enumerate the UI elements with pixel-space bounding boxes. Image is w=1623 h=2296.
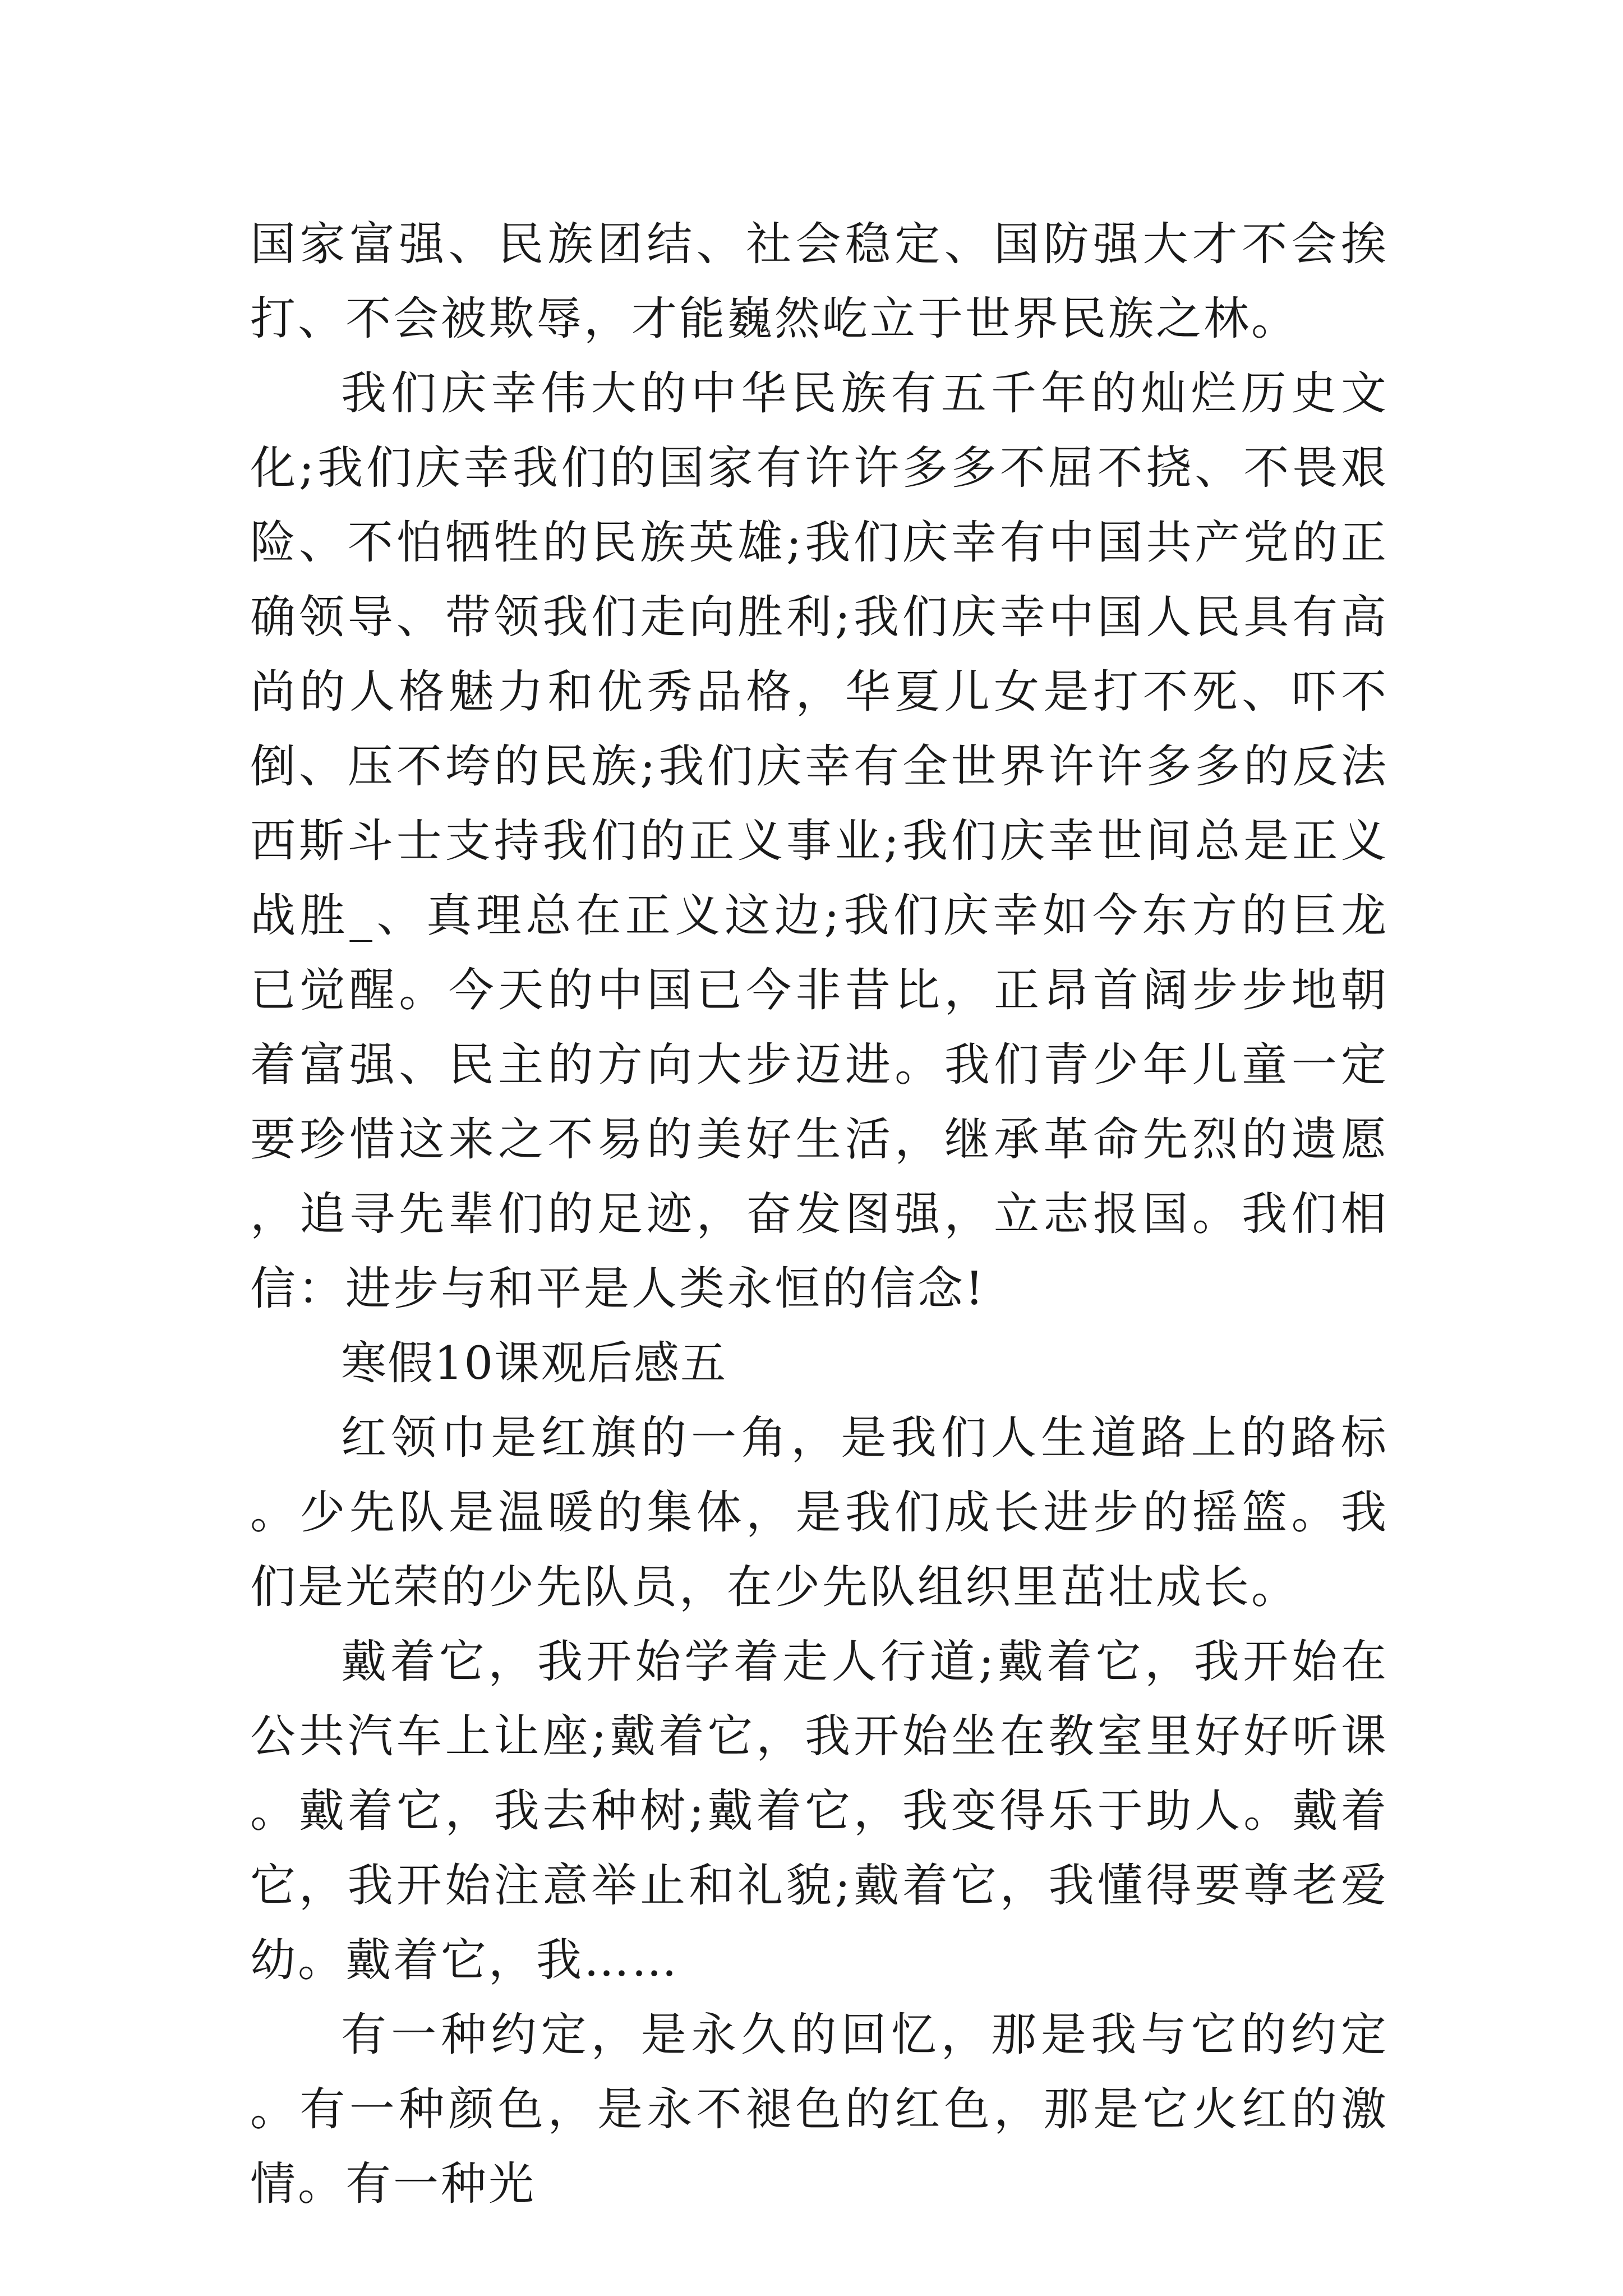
section-heading: 寒假10课观后感五: [341, 1337, 727, 1390]
paragraph: 有一种约定，是永久的回忆，那是我与它的约定。有一种颜色，是永不褪色的红色，那是它火红的激情。有一种光: [250, 2009, 1389, 2211]
paragraph: 国家富强、民族团结、社会稳定、国防强大才不会挨打、不会被欺辱，才能巍然屹立于世界民族之林。: [250, 218, 1389, 346]
document-body: [250, 208, 1389, 2222]
paragraph: 红领巾是红旗的一角，是我们人生道路上的路标。少先队是温暖的集体，是我们成长进步的摇篮。我们是光荣的少先队员，在少先队组织里茁壮成长。: [250, 1412, 1389, 1614]
paragraph: 戴着它，我开始学着走人行道;戴着它，我开始在公共汽车上让座;戴着它，我开始坐在教室里好好听课。戴着它，我去种树;戴着它，我变得乐于助人。戴着它，我开始注意举止和礼貌;戴着它，我懂得要尊老爱幼。戴着它，我……: [250, 1636, 1389, 1987]
paragraph: 我们庆幸伟大的中华民族有五千年的灿烂历史文化;我们庆幸我们的国家有许许多多不屈不挠、不畏艰险、不怕牺牲的民族英雄;我们庆幸有中国共产党的正确领导、带领我们走向胜利;我们庆幸中国人民具有高尚的人格魅力和优秀品格，华夏儿女是打不死、吓不倒、压不垮的民族;我们庆幸有全世界许许多多的反法西斯斗士支持我们的正义事业;我们庆幸世间总是正义战胜_、真理总在正义这边;我们庆幸如今东方的巨龙已觉醒。今天的中国已今非昔比，正昂首阔步步地朝着富强、民主的方向大步迈进。我们青少年儿童一定要珍惜这来之不易的美好生活，继承革命先烈的遗愿，追寻先辈们的足迹，奋发图强，立志报国。我们相信：进步与和平是人类永恒的信念!: [250, 367, 1389, 1315]
